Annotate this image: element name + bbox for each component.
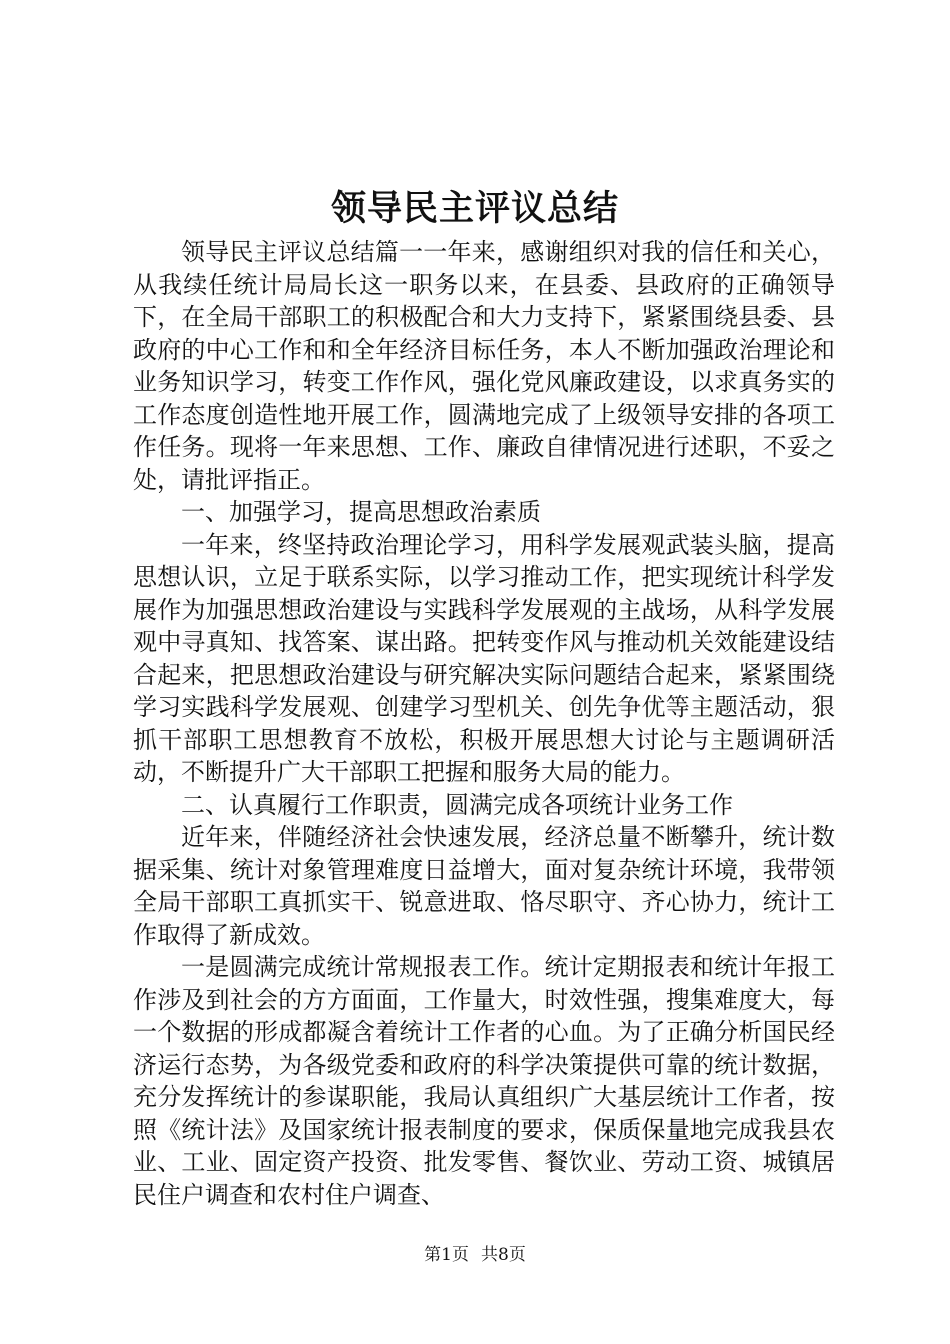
document-body	[133, 236, 835, 1211]
page-footer	[0, 1244, 950, 1266]
paragraph-section-2-item-1: 一是圆满完成统计常规报表工作。统计定期报表和统计年报工作涉及到社会的方方面面，工作量大，时效性强，搜集难度大，每一个数据的形成都凝含着统计工作者的心血。为了正确分析国民经济运行态势，为各级党委和政府的科学决策提供可靠的统计数据，充分发挥统计的参谋职能，我局认真组织广大基层统计工作者，按照《统计法》及国家统计报表制度的要求，保质保量地完成我县农业、工业、固定资产投资、批发零售、餐饮业、劳动工资、城镇居民住户调查和农村住户调查、	[133, 953, 835, 1209]
paragraph-intro: 领导民主评议总结篇一一年来，感谢组织对我的信任和关心，从我续任统计局局长这一职务以来，在县委、县政府的正确领导下，在全局干部职工的积极配合和大力支持下，紧紧围绕县委、县政府的中心工作和和全年经济目标任务，本人不断加强政治理论和业务知识学习，转变工作作风，强化党风廉政建设，以求真务实的工作态度创造性地开展工作，圆满地完成了上级领导安排的各项工作任务。现将一年来思想、工作、廉政自律情况进行述职，不妥之处，请批评指正。	[133, 238, 835, 494]
page-number: 第1页	[424, 1245, 469, 1265]
paragraph-section-2-intro: 近年来，伴随经济社会快速发展，经济总量不断攀升，统计数据采集、统计对象管理难度日益增大，面对复杂统计环境，我带领全局干部职工真抓实干、锐意进取、恪尽职守、齐心协力，统计工作取得了新成效。	[133, 823, 835, 949]
document-title: 领导民主评议总结	[330, 188, 619, 229]
paragraph-section-1: 一年来，终坚持政治理论学习，用科学发展观武装头脑，提高思想认识，立足于联系实际，以学习推动工作，把实现统计科学发展作为加强思想政治建设与实践科学发展观的主战场，从科学发展观中寻真知、找答案、谋出路。把转变作风与推动机关效能建设结合起来，把思想政治建设与研究解决实际问题结合起来，紧紧围绕学习实践科学发展观、创建学习型机关、创先争优等主题活动，狠抓干部职工思想教育不放松，积极开展思想大讨论与主题调研活动，不断提升广大干部职工把握和服务大局的能力。	[133, 530, 835, 786]
page-total: 共8页	[481, 1245, 526, 1265]
section-heading-1: 一、加强学习，提高思想政治素质	[181, 498, 541, 526]
section-heading-2: 二、认真履行工作职责，圆满完成各项统计业务工作	[181, 790, 733, 819]
